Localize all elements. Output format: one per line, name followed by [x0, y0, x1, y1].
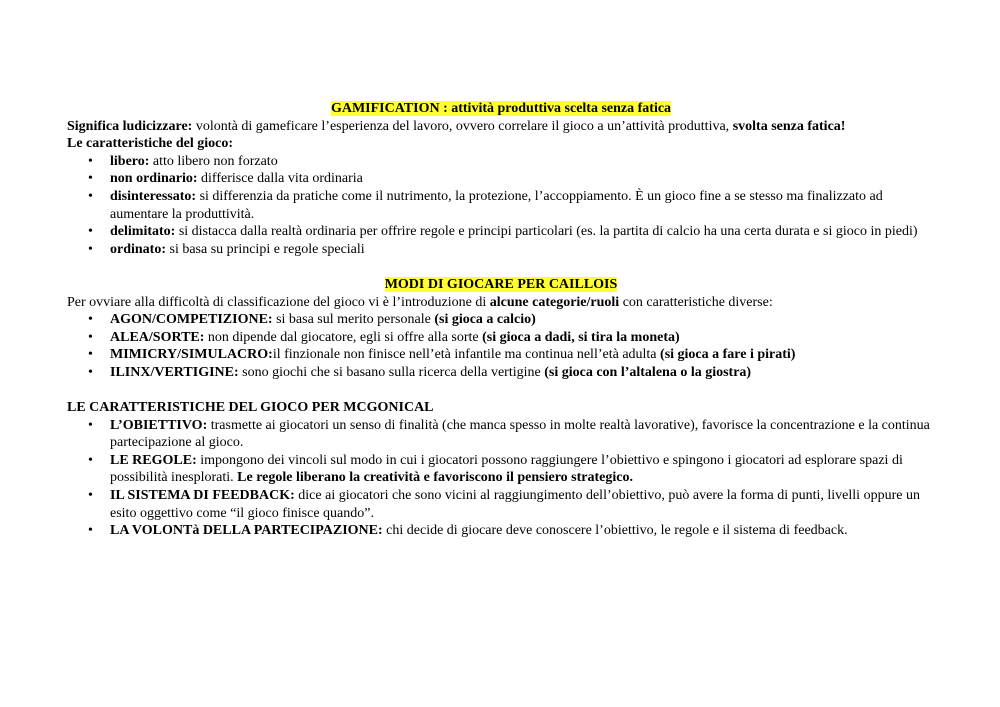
- item-text: si basa sul merito personale: [272, 312, 435, 328]
- item-text: dice ai giocatori che sono vicini al raggiungimento dell’obiettivo, può avere la forma di punti, livelli oppure un esito oggettivo come “il gioco finisce quando”.: [110, 488, 920, 521]
- item-example: (si gioca a calcio): [434, 312, 536, 328]
- item-term: disinteressato:: [110, 188, 197, 204]
- item-text: il finzionale non finisce nell’età infantile ma continua nell’età adulta: [272, 347, 661, 363]
- list-item: [88, 522, 935, 540]
- intro-text: Per ovviare alla difficoltà di classificazione del gioco vi è l’introduzione di: [67, 294, 490, 310]
- caillois-intro: [67, 294, 935, 312]
- highlighted-title: MODI DI GIOCARE PER CAILLOIS: [384, 276, 618, 292]
- bullet-icon: •: [88, 312, 93, 328]
- list-item: [88, 487, 935, 522]
- bullet-icon: •: [88, 224, 93, 240]
- item-text: si differenzia da pratiche come il nutrimento, la protezione, l’accoppiamento. È un gioco fine a se stesso ma finalizzato ad aumentare la produttività.: [110, 188, 883, 222]
- list-item: [88, 364, 935, 382]
- document-page: [67, 100, 935, 540]
- item-term: AGON/COMPETIZIONE:: [110, 312, 273, 328]
- item-text: chi decide di giocare deve conoscere l’obiettivo, le regole e il sistema di feedback.: [382, 523, 848, 539]
- intro-emphasis: svolta senza fatica!: [732, 118, 846, 134]
- list-item: [88, 241, 935, 259]
- item-text: atto libero non forzato: [149, 153, 278, 169]
- bullet-icon: •: [88, 347, 93, 363]
- bullet-icon: •: [88, 329, 93, 345]
- item-term: libero:: [110, 153, 150, 169]
- item-text: si distacca dalla realtà ordinaria per offrire regole e principi particolari (es. la partita di calcio ha una certa durata e si gioco in piedi): [175, 224, 918, 240]
- section-title-gamification: [67, 100, 935, 118]
- item-text: trasmette ai giocatori un senso di finalità (che manca spesso in molte realtà lavorative), favorisce la concentrazione e la continua partecipazione al gioco.: [110, 417, 930, 451]
- intro-term: Significa ludicizzare:: [67, 118, 193, 134]
- gamification-intro: [67, 118, 935, 136]
- item-example: (si gioca a fare i pirati): [660, 347, 796, 363]
- bullet-icon: •: [88, 153, 93, 169]
- item-term: ordinato:: [110, 241, 166, 257]
- spacer: [67, 382, 935, 400]
- item-term: delimitato:: [110, 224, 176, 240]
- item-term: IL SISTEMA DI FEEDBACK:: [110, 488, 295, 504]
- section-title-mcgonical: LE CARATTERISTICHE DEL GIOCO PER MCGONICAL: [67, 400, 434, 416]
- bullet-icon: •: [88, 523, 93, 539]
- list-item: [88, 223, 935, 241]
- bullet-icon: •: [88, 188, 93, 204]
- list-item: [88, 417, 935, 452]
- item-term: MIMICRY/SIMULACRO:: [110, 347, 273, 363]
- item-term: ILINX/VERTIGINE:: [110, 364, 239, 380]
- item-emphasis: Le regole liberano la creatività e favoriscono il pensiero strategico.: [237, 470, 633, 486]
- spacer: [67, 258, 935, 276]
- caillois-list: [67, 311, 935, 381]
- list-item: [88, 153, 935, 171]
- bullet-icon: •: [88, 417, 93, 433]
- list-item: [88, 311, 935, 329]
- intro-text-end: con caratteristiche diverse:: [619, 294, 773, 310]
- item-text: non dipende dal giocatore, egli si offre alla sorte: [204, 329, 483, 345]
- item-term: ALEA/SORTE:: [110, 329, 205, 345]
- item-example: (si gioca a dadi, si tira la moneta): [482, 329, 680, 345]
- list-item: [88, 188, 935, 223]
- item-example: (si gioca con l’altalena o la giostra): [544, 364, 752, 380]
- list-item: [88, 329, 935, 347]
- item-text: si basa su principi e regole speciali: [166, 241, 365, 257]
- highlighted-title: GAMIFICATION : attività produttiva scelta senza fatica: [330, 101, 672, 116]
- list-item: [88, 452, 935, 487]
- section-title-caillois: [67, 276, 935, 294]
- intro-text: volontà di gameficare l’esperienza del lavoro, ovvero correlare il gioco a un’attività produttiva,: [192, 118, 733, 134]
- item-term: L’OBIETTIVO:: [110, 417, 208, 433]
- list-item: [88, 346, 935, 364]
- intro-emphasis: alcune categorie/ruoli: [489, 294, 620, 310]
- item-text: sono giochi che si basano sulla ricerca della vertigine: [238, 364, 545, 380]
- characteristics-list: [67, 153, 935, 259]
- bullet-icon: •: [88, 488, 93, 504]
- bullet-icon: •: [88, 452, 93, 468]
- item-text: differisce dalla vita ordinaria: [197, 171, 363, 187]
- bullet-icon: •: [88, 364, 93, 380]
- item-term: LA VOLONTà DELLA PARTECIPAZIONE:: [110, 523, 383, 539]
- list-item: [88, 170, 935, 188]
- item-text: impongono dei vincoli sul modo in cui i giocatori possono raggiungere l’obiettivo e spingono i giocatori ad esplorare spazi di possibilità inesplorati.: [110, 452, 903, 486]
- bullet-icon: •: [88, 241, 93, 257]
- item-term: non ordinario:: [110, 171, 198, 187]
- characteristics-heading: Le caratteristiche del gioco:: [67, 136, 233, 152]
- bullet-icon: •: [88, 171, 93, 187]
- item-term: LE REGOLE:: [110, 452, 197, 468]
- mcgonical-list: [67, 417, 935, 540]
